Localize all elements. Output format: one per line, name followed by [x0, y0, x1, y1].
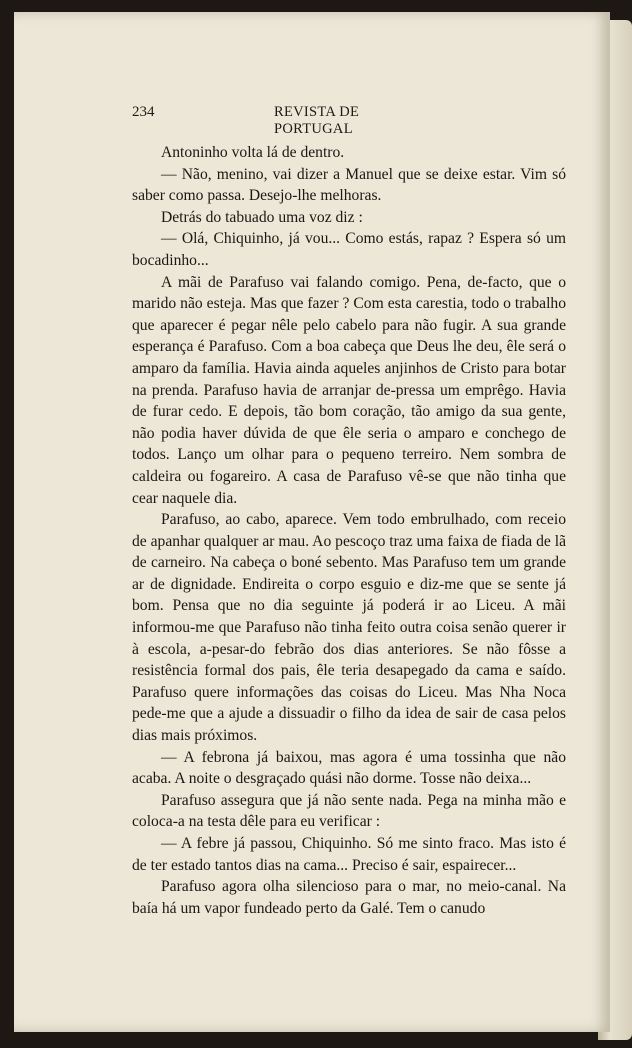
running-head: REVISTA DE PORTUGAL: [274, 104, 360, 137]
page-number: 234: [132, 104, 155, 120]
paragraph: — A febrona já baixou, mas agora é uma tossinha que não acaba. A noite o desgraçado quási não dorme. Tosse não deixa...: [132, 748, 566, 788]
body-text: [132, 142, 566, 919]
paragraph: — A febre já passou, Chiquinho. Só me sinto fraco. Mas isto é de ter estado tantos dias na cama... Preciso é sair, espairecer...: [132, 835, 566, 874]
paragraph: Parafuso assegura que já não sente nada. Pega na minha mão e coloca-a na testa dêle para eu verificar :: [132, 791, 566, 831]
paragraph: A mãi de Parafuso vai falando comigo. Pena, de-facto, que o marido não esteja. Mas que fazer ? Com esta carestia, todo o trabalho que aparecer é pegar nêle pelo cabelo para não fugir. A sua grande esperança é Parafuso. Com a boa cabeça que Deus lhe deu, êle será o amparo da família. Havia ainda aqueles anjinhos de Cristo para botar na prenda. Parafuso havia de arranjar de-pressa um emprêgo. Havia de furar cedo. E depois, tão bom coração, tão amigo da sua gente, não podia haver dúvida de que êle seria o amparo e conchego de todos. Lanço um olhar para o pequeno terreiro. Nem sombra de caldeira ou fogareiro. A casa de Parafuso vê-se que não tinha que cear naquele dia.: [132, 273, 566, 507]
paragraph: Antoninho volta lá de dentro.: [161, 144, 345, 161]
paragraph: Parafuso, ao cabo, aparece. Vem todo embrulhado, com receio de apanhar qualquer ar mau. Ao pescoço traz uma faixa de fiada de lã de carneiro. Na cabeça o boné sebento. Mas Parafuso tem um grande ar de dignidade. Endireita o corpo esguio e diz-me que se sente já bom. Pensa que no dia seguinte já poderá ir ao Liceu. A mãi informou-me que Parafuso não tinha feito outra coisa senão querer ir à escola, a-pesar-do febrão dos dias anteriores. Se não fôsse a resistência formal dos pais, êle teria desapegado da cama e saído. Parafuso quere informações das coisas do Liceu. Mas Nha Noca pede-me que a ajude a dissuadir o filho da idea de sair de casa pelos dias mais próximos.: [132, 511, 566, 745]
paragraph: — Olá, Chiquinho, já vou... Como estás, rapaz ? Espera só um bocadinho...: [132, 230, 566, 269]
paragraph: Detrás do tabuado uma voz diz :: [161, 208, 363, 226]
page-header: [132, 104, 432, 137]
paragraph: — Não, menino, vai dizer a Manuel que se deixe estar. Vim só saber como passa. Desejo-lhe melhoras.: [132, 165, 566, 205]
paragraph: Parafuso agora olha silencioso para o mar, no meio-canal. Na baía há um vapor fundeado perto da Galé. Tem o canudo: [132, 878, 566, 917]
